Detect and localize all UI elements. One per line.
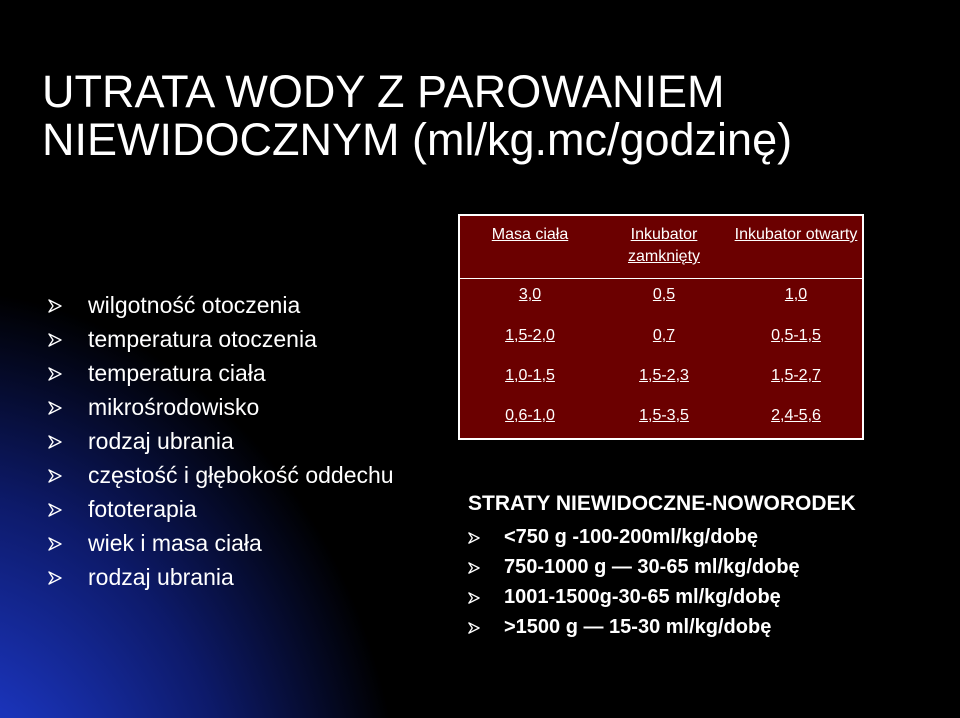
arrowhead-bullet-icon	[48, 367, 62, 381]
arrowhead-bullet-icon	[48, 299, 62, 313]
factor-item	[48, 356, 408, 390]
factor-item	[48, 458, 408, 492]
arrowhead-bullet-icon	[48, 537, 62, 551]
table-cell: 0,7	[652, 327, 676, 344]
factor-label: temperatura ciała	[88, 360, 266, 386]
strata-item	[468, 522, 938, 552]
arrowhead-bullet-icon	[468, 562, 480, 574]
factor-label: rodzaj ubrania	[88, 564, 234, 590]
strata-item	[468, 612, 938, 642]
table-cell: 1,5-3,5	[639, 407, 689, 424]
factor-item	[48, 424, 408, 458]
table-cell: 1,0	[784, 286, 808, 303]
arrowhead-bullet-icon	[468, 622, 480, 634]
table-row	[460, 321, 862, 351]
strata-list	[468, 522, 938, 642]
table-cell: 1,5-2,7	[771, 367, 821, 384]
slide-title: UTRATA WODY Z PAROWANIEM NIEWIDOCZNYM (ml/kg.mc/godzinę)	[42, 66, 793, 165]
arrowhead-bullet-icon	[48, 333, 62, 347]
strata-item	[468, 552, 938, 582]
strata-label: 1001-1500g-30-65 ml/kg/dobę	[504, 586, 781, 608]
table-row	[460, 280, 862, 310]
factor-item	[48, 322, 408, 356]
arrowhead-bullet-icon	[48, 503, 62, 517]
table-cell: 0,5-1,5	[771, 327, 821, 344]
arrowhead-bullet-icon	[48, 435, 62, 449]
factor-label: fototerapia	[88, 496, 197, 522]
factor-item	[48, 492, 408, 526]
factor-label: rodzaj ubrania	[88, 428, 234, 454]
header-closed-incubator: Inkubator zamknięty	[627, 226, 701, 265]
strata-title: STRATY NIEWIDOCZNE-NOWORODEK	[468, 492, 856, 515]
water-loss-table	[458, 214, 864, 440]
factor-item	[48, 560, 408, 594]
arrowhead-bullet-icon	[468, 592, 480, 604]
factor-item	[48, 526, 408, 560]
header-open-incubator: Inkubator otwarty	[734, 226, 858, 243]
table-cell: 0,6-1,0	[505, 407, 555, 424]
arrowhead-bullet-icon	[48, 401, 62, 415]
factor-label: mikrośrodowisko	[88, 394, 260, 420]
factor-item	[48, 288, 408, 322]
arrowhead-bullet-icon	[48, 469, 62, 483]
table-cell: 1,5-2,3	[639, 367, 689, 384]
arrowhead-bullet-icon	[48, 571, 62, 585]
table-cell: 2,4-5,6	[771, 407, 821, 424]
table-header-row	[460, 216, 862, 279]
factor-item	[48, 390, 408, 424]
factor-list	[48, 288, 408, 594]
table-row	[460, 361, 862, 391]
newborn-losses-section	[468, 490, 938, 642]
table-row	[460, 401, 862, 431]
table-cell: 1,5-2,0	[505, 327, 555, 344]
factor-label: częstość i głębokość oddechu	[88, 462, 394, 488]
factor-label: temperatura otoczenia	[88, 326, 317, 352]
table-cell: 1,0-1,5	[505, 367, 555, 384]
factor-label: wilgotność otoczenia	[88, 292, 301, 318]
strata-label: <750 g -100-200ml/kg/dobę	[504, 526, 759, 548]
arrowhead-bullet-icon	[468, 532, 480, 544]
table-cell: 0,5	[652, 286, 676, 303]
strata-label: >1500 g — 15-30 ml/kg/dobę	[504, 616, 772, 638]
factor-label: wiek i masa ciała	[88, 530, 262, 556]
strata-label: 750-1000 g — 30-65 ml/kg/dobę	[504, 556, 800, 578]
table-cell: 3,0	[518, 286, 542, 303]
header-body-mass: Masa ciała	[491, 226, 569, 243]
strata-item	[468, 582, 938, 612]
